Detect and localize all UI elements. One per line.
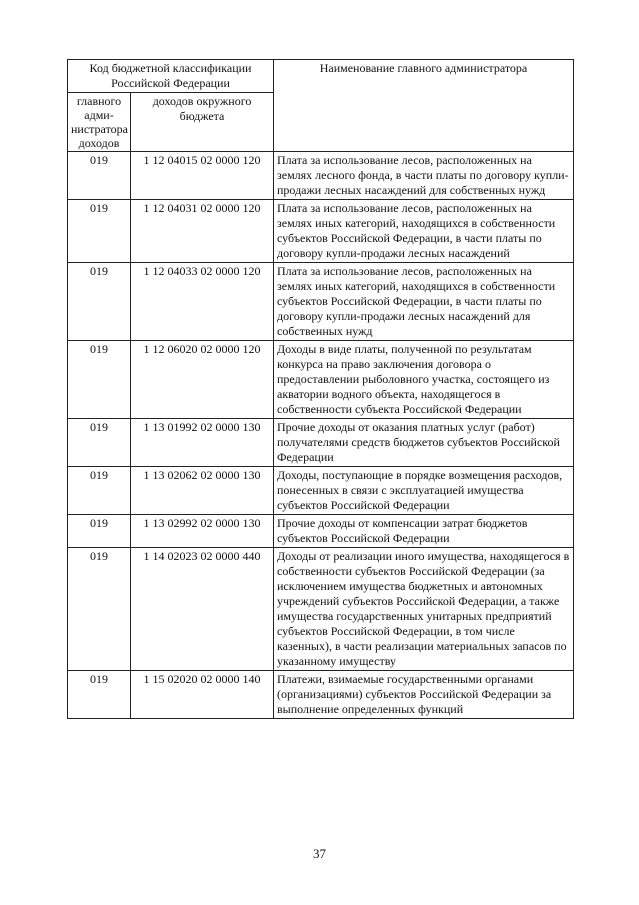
cell-revenue-name: Доходы, поступающие в порядке возмещения расходов, понесенных в связи с эксплуатацией имущества субъектов Российской Федерации — [274, 467, 574, 515]
table-row — [68, 152, 574, 200]
table-body — [68, 152, 574, 719]
cell-revenue-code: 1 12 04015 02 0000 120 — [131, 152, 274, 200]
page-number: 37 — [313, 846, 326, 861]
cell-administrator-code: 019 — [68, 263, 131, 341]
header-budget-classification-code: Код бюджетной классификации Российской Федерации — [68, 60, 274, 93]
cell-revenue-code: 1 13 01992 02 0000 130 — [131, 419, 274, 467]
cell-revenue-name: Доходы от реализации иного имущества, находящегося в собственности субъектов Российской Федерации (за исключением имущества бюджетных и автономных учреждений субъектов Российской Федерации, а также имущества государственных унитарных предприятий субъектов Российской Федерации, в том числе казенных), в части реализации материальных запасов по указанному имуществу — [274, 548, 574, 671]
cell-administrator-code: 019 — [68, 200, 131, 263]
table-row — [68, 200, 574, 263]
cell-revenue-code: 1 12 06020 02 0000 120 — [131, 341, 274, 419]
cell-administrator-code: 019 — [68, 419, 131, 467]
table-row — [68, 263, 574, 341]
cell-revenue-name: Платежи, взимаемые государственными органами (организациями) субъектов Российской Федерации за выполнение определенных функций — [274, 671, 574, 719]
cell-administrator-code: 019 — [68, 548, 131, 671]
table-row — [68, 341, 574, 419]
cell-revenue-code: 1 13 02992 02 0000 130 — [131, 515, 274, 548]
cell-revenue-name: Прочие доходы от компенсации затрат бюджетов субъектов Российской Федерации — [274, 515, 574, 548]
table-row — [68, 671, 574, 719]
table-row — [68, 467, 574, 515]
cell-revenue-code: 1 15 02020 02 0000 140 — [131, 671, 274, 719]
table-row — [68, 548, 574, 671]
cell-administrator-code: 019 — [68, 671, 131, 719]
cell-revenue-name: Плата за использование лесов, расположенных на землях иных категорий, находящихся в собственности субъектов Российской Федерации, в части платы по договору купли-продажи лесных насаждений — [274, 200, 574, 263]
cell-revenue-code: 1 14 02023 02 0000 440 — [131, 548, 274, 671]
cell-revenue-code: 1 13 02062 02 0000 130 — [131, 467, 274, 515]
cell-administrator-code: 019 — [68, 515, 131, 548]
cell-revenue-name: Плата за использование лесов, расположенных на землях лесного фонда, в части платы по договору купли-продажи лесных насаждений для собственных нужд — [274, 152, 574, 200]
cell-revenue-name: Доходы в виде платы, полученной по результатам конкурса на право заключения договора о предоставлении рыболовного участка, состоящего из акватории водного объекта, находящегося в собственности субъекта Российской Федерации — [274, 341, 574, 419]
table-header — [68, 60, 574, 152]
cell-revenue-name: Плата за использование лесов, расположенных на землях иных категорий, находящихся в собственности субъектов Российской Федерации, в части платы по договору купли-продажи лесных насаждений для собственных нужд — [274, 263, 574, 341]
cell-administrator-code: 019 — [68, 467, 131, 515]
budget-classification-table — [67, 59, 574, 719]
table-row — [68, 515, 574, 548]
cell-revenue-code: 1 12 04031 02 0000 120 — [131, 200, 274, 263]
cell-administrator-code: 019 — [68, 152, 131, 200]
cell-revenue-name: Прочие доходы от оказания платных услуг (работ) получателями средств бюджетов субъектов Российской Федерации — [274, 419, 574, 467]
header-district-budget-revenue: доходов окружного бюджета — [131, 93, 274, 152]
cell-administrator-code: 019 — [68, 341, 131, 419]
header-row-group — [68, 60, 574, 93]
table-row — [68, 419, 574, 467]
cell-revenue-code: 1 12 04033 02 0000 120 — [131, 263, 274, 341]
header-administrator-name: Наименование главного администратора — [274, 60, 574, 152]
header-main-administrator: главного адми-нистратора доходов — [68, 93, 131, 152]
